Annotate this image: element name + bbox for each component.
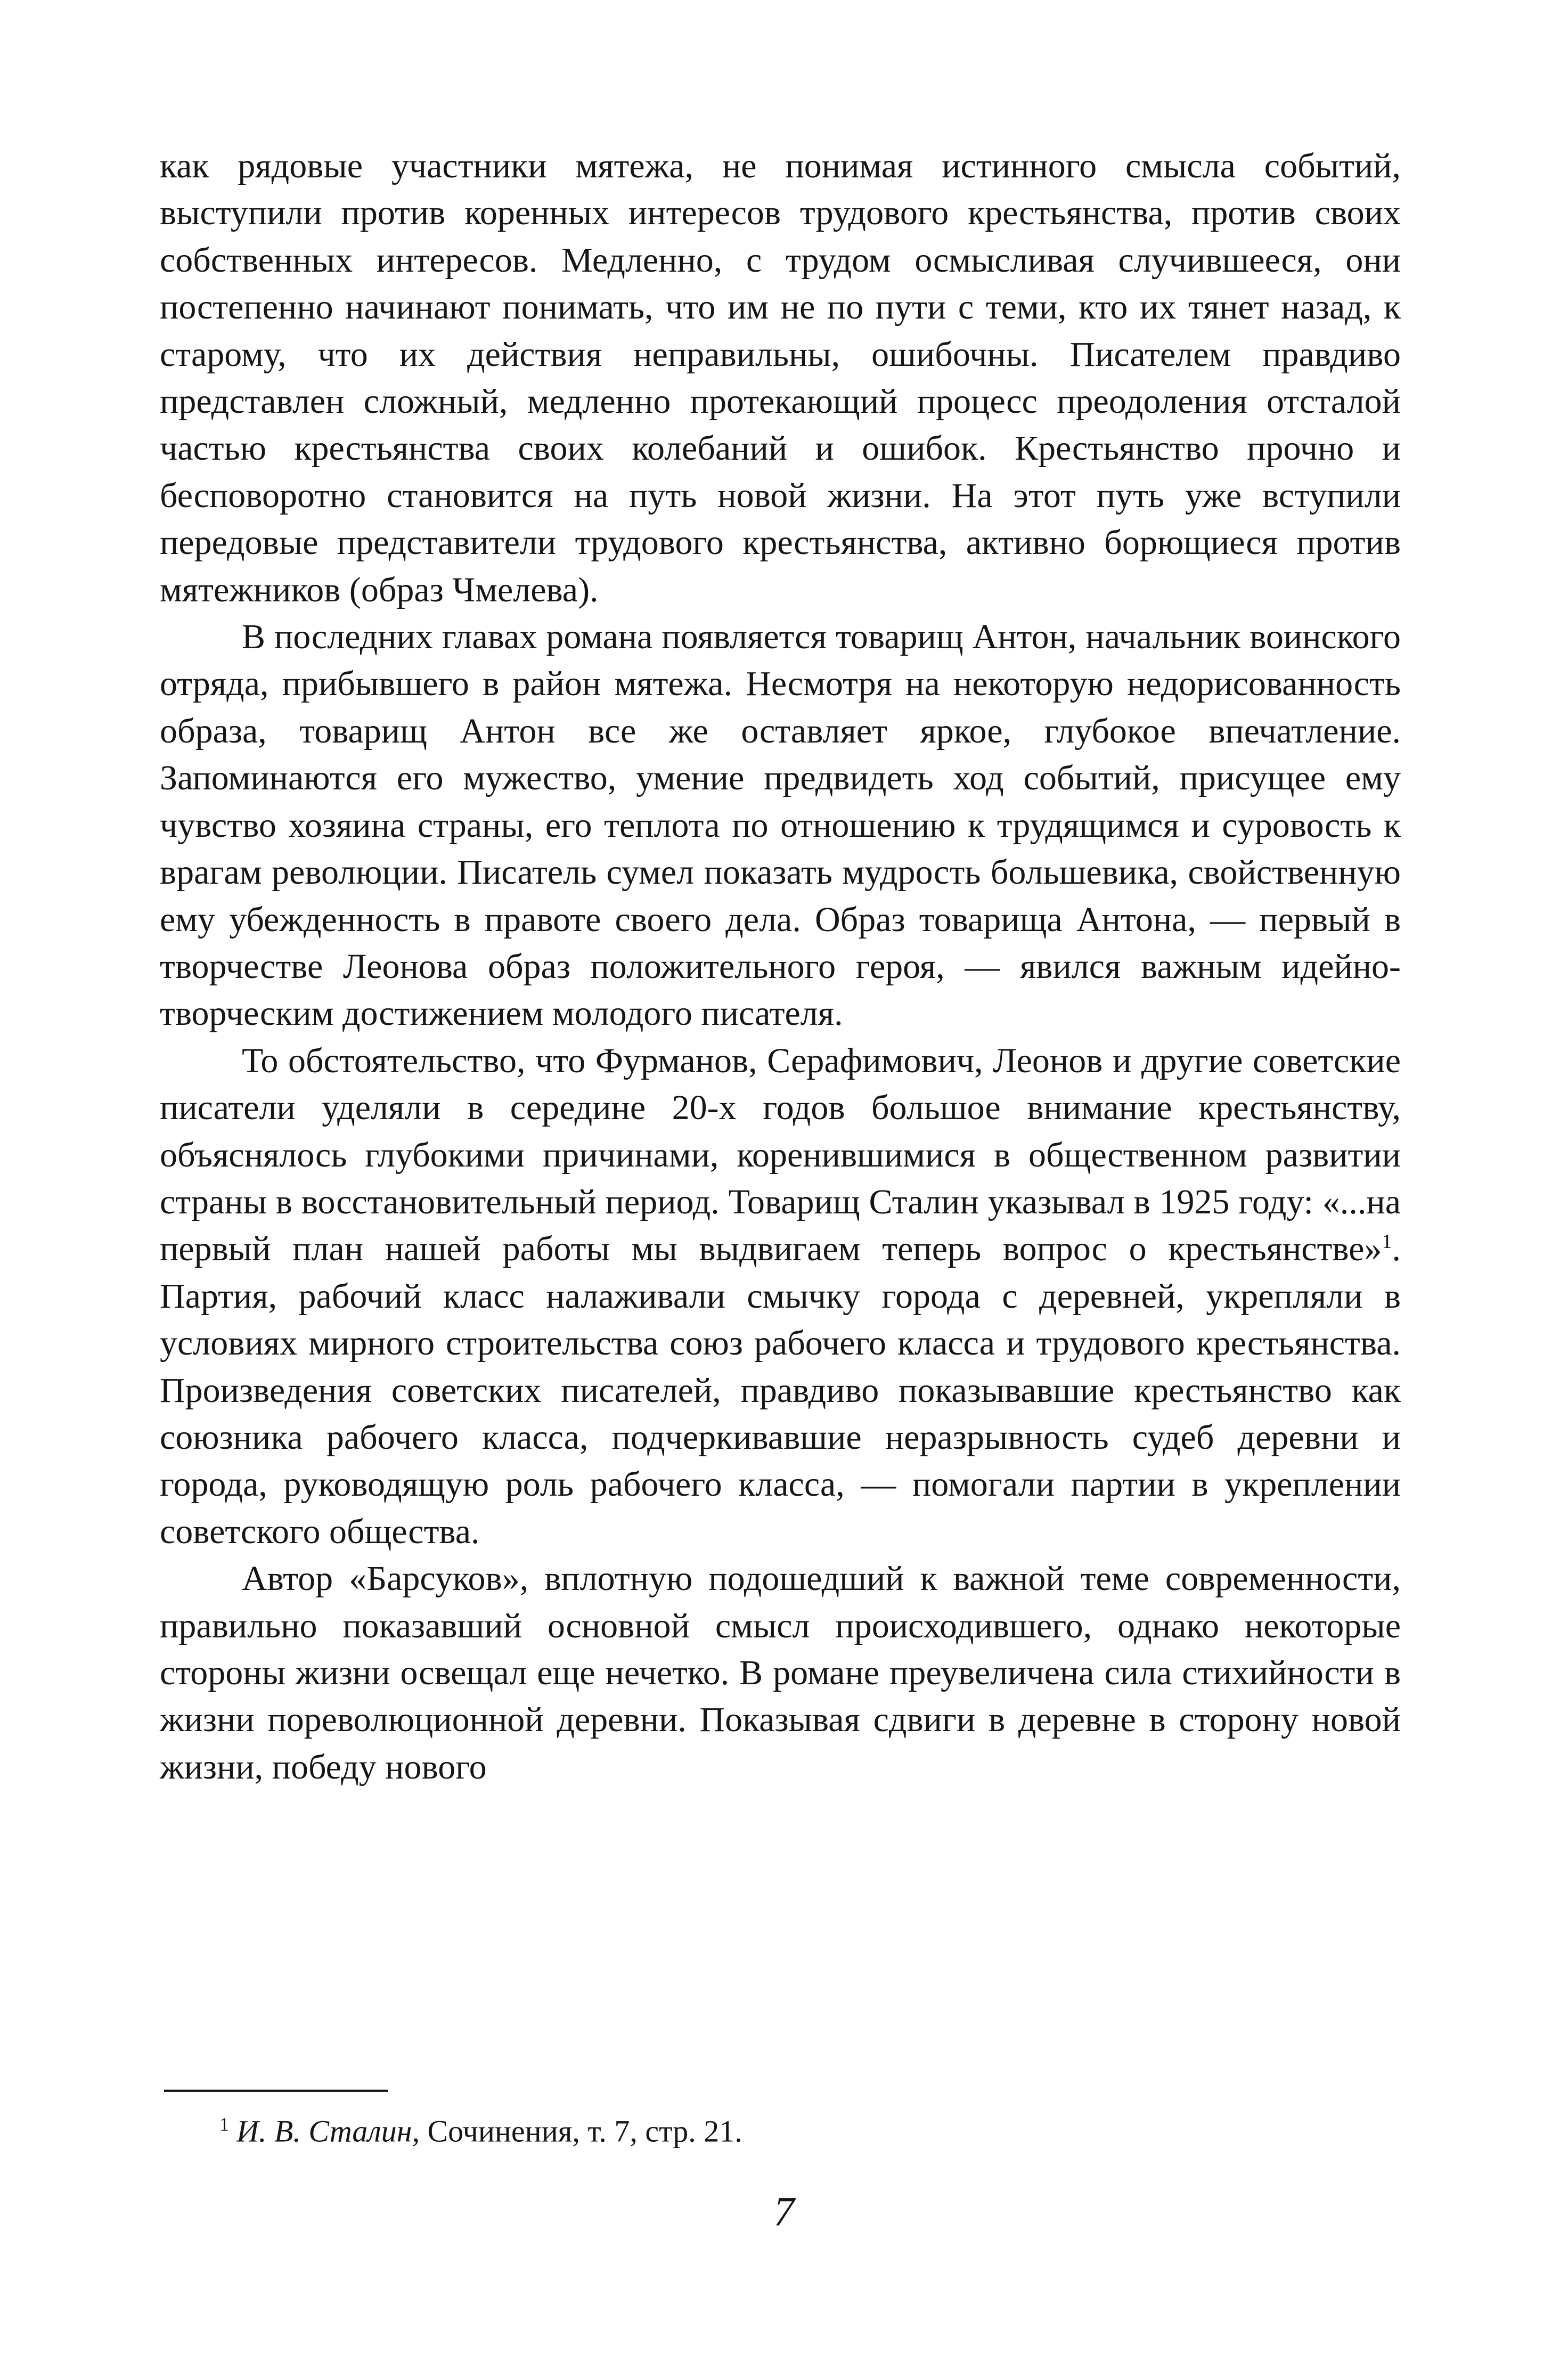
paragraph-barsuki: Автор «Барсуков», вплотную подошедший к важной теме современности, правильно показавший основной смысл происходившего, однако некоторые стороны жизни освещал еще нечетко. В романе преувеличена сила стихийности в жизни пореволюционной деревни. Показывая сдвиги в деревне в сторону новой жизни, победу нового — [160, 1559, 1401, 1787]
paragraph-continued: как рядовые участники мятежа, не понимая истинного смысла событий, выступили против коренных интересов трудового крестьянства, против своих собственных интересов. Медленно, с трудом осмысливая случившееся, они постепенно начинают понимать, что им не по пути с теми, кто их тянет назад, к старому, что их действия неправильны, ошибочны. Писателем правдиво представлен сложный, медленно протекающий процесс преодоления отсталой частью крестьянства своих колебаний и ошибок. Крестьянство прочно и бесповоротно становится на путь новой жизни. На этот путь уже вступили передовые представители трудового крестьянства, активно борющиеся против мятежников (образ Чмелева). — [160, 146, 1401, 609]
page-number: 7 — [773, 2188, 795, 2234]
paragraph-peasantry-text-continued: . Партия, рабочий класс налаживали смычку города с деревней, укрепляли в условиях мирного строительства союз рабочего класса и трудового крестьянства. Произведения советских писателей, правдиво показывавшие крестьянство как союзника рабочего класса, подчеркивавшие неразрывность судеб деревни и города, руководящую роль рабочего класса, — помогали партии в укреплении советского общества. — [160, 1229, 1401, 1551]
paragraph-peasantry — [160, 1038, 1401, 1555]
paragraph-anton: В последних главах романа появляется товарищ Антон, начальник воинского отряда, прибывшего в район мятежа. Несмотря на некоторую недорисованность образа, товарищ Антон все же оставляет яркое, глубокое впечатление. Запоминаются его мужество, умение предвидеть ход событий, присущее ему чувство хозяина страны, его теплота по отношению к трудящимся и суровость к врагам революции. Писатель сумел показать мудрость большевика, свойственную ему убежденность в правоте своего дела. Образ товарища Антона, — первый в творчестве Леонова образ положительного героя, — явился важным идейно-творческим достижением молодого писателя. — [160, 617, 1401, 1033]
paragraph-peasantry-text: То обстоятельство, что Фурманов, Серафимович, Леонов и другие советские писатели уделяли в середине 20-х годов большое внимание крестьянству, объяснялось глубокими причинами, коренившимися в общественном развитии страны в восстановительный период. Товарищ Сталин указывал в 1925 году: «...на первый план нашей работы мы выдвигаем теперь вопрос о крестьянстве» — [160, 1041, 1401, 1269]
main-text — [160, 143, 1401, 1791]
footnote-reference: 1 — [1382, 1230, 1392, 1253]
footnote-source: Сочинения, т. 7, стр. 21. — [419, 2114, 742, 2149]
footnote — [219, 2103, 1391, 2152]
footnote-divider — [164, 2090, 388, 2092]
footnote-mark: 1 — [219, 2114, 229, 2135]
footnote-author: И. В. Сталин, — [236, 2114, 420, 2149]
